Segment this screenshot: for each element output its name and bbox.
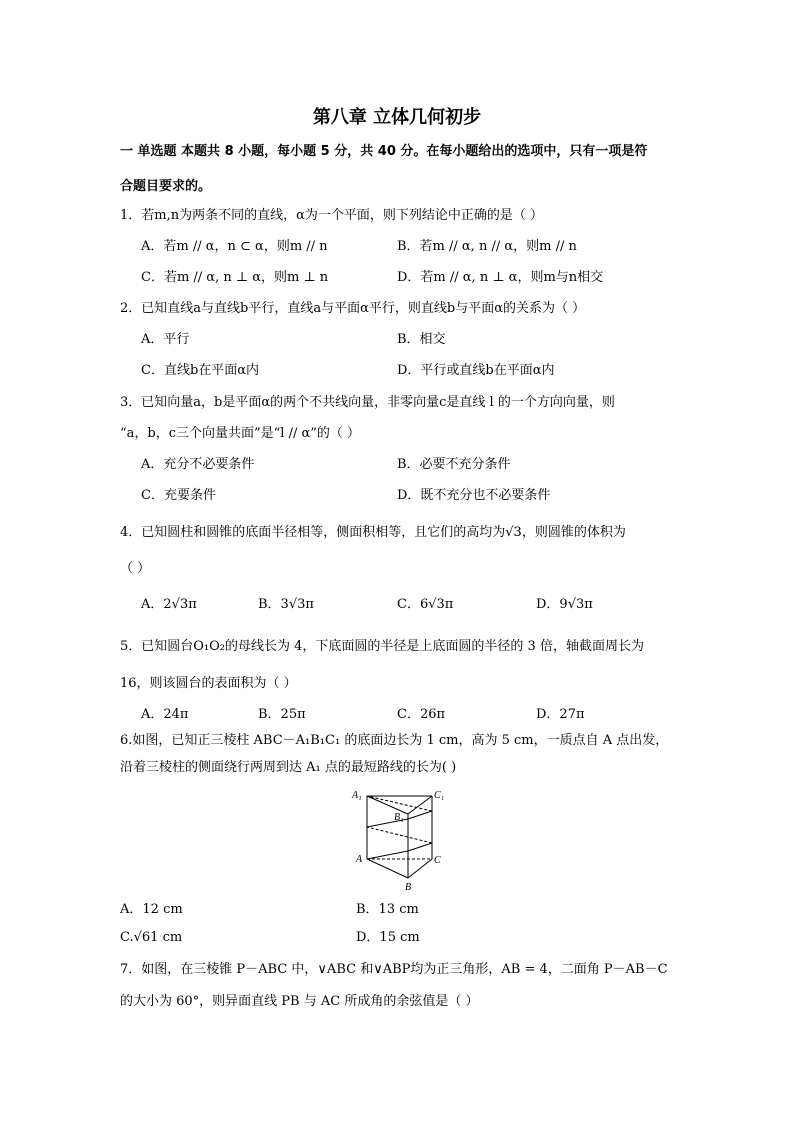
q3-stem-cont: “a，b，c三个向量共面”是“l // α”的（ ） [120,426,361,441]
q7-stem-cont: 的大小为 60°，则异面直线 PB 与 AC 所成角的余弦值是（ ） [120,994,479,1009]
q2-stem: 2．已知直线a与直线b平行，直线a与平面α平行，则直线b与平面α的关系为（ ） [120,301,586,316]
label-a: A [356,854,363,865]
q5-option-d: D．27π [536,707,585,722]
section-heading: 一 单选题 本题共 8 小题，每小题 5 分，共 40 分。在每小题给出的选项中，只有一项是符 [120,144,648,159]
q6-option-b: B．13 cm [356,902,419,917]
label-c: C [434,855,441,866]
q4-option-c: C．6√3π [397,597,454,612]
q6-option-a: A．12 cm [120,902,183,917]
q3-stem: 3．已知向量a，b是平面α的两个不共线向量，非零向量c是直线 l 的一个方向向量，则 [120,395,615,410]
q3-option-d: D．既不充分也不必要条件 [397,488,551,503]
q5-option-a: A．24π [141,707,189,722]
q3-option-b: B．必要不充分条件 [397,457,511,472]
q5-stem-cont: 16，则该圆台的表面积为（ ） [120,676,297,691]
q3-option-a: A．充分不必要条件 [141,457,255,472]
label-b: B [405,882,412,893]
q2-option-d: D．平行或直线b在平面α内 [397,363,555,378]
page-title: 第八章 立体几何初步 [312,107,482,128]
q2-option-a: A．平行 [141,332,190,347]
q6-stem: 6.如图，已知正三棱柱 ABC－A₁B₁C₁ 的底面边长为 1 cm，高为 5 cm，一质点自 A 点出发， [120,733,669,748]
q1-stem: 1．若m,n为两条不同的直线，α为一个平面，则下列结论中正确的是（ ） [120,208,544,223]
triangular-prism-figure [350,786,450,896]
q5-option-c: C．26π [397,707,446,722]
q4-stem-cont: （ ） [120,561,151,576]
q4-stem: 4．已知圆柱和圆锥的底面半径相等，侧面积相等，且它们的高均为√3，则圆锥的体积为 [120,525,626,540]
q1-option-d: D．若m // α, n ⊥ α，则m与n相交 [397,270,604,285]
q6-option-c: C.√61 cm [120,930,183,945]
q4-option-b: B．3√3π [258,597,314,612]
q6-stem-cont: 沿着三棱柱的侧面绕行两周到达 A₁ 点的最短路线的长为( ) [120,760,457,775]
section-heading-cont: 合题目要求的。 [120,179,212,194]
q3-option-c: C．充要条件 [141,488,216,503]
q6-option-d: D．15 cm [356,930,420,945]
q5-stem: 5．已知圆台O₁O₂的母线长为 4，下底面圆的半径是上底面圆的半径的 3 倍，轴截面周长为 [120,639,644,654]
q1-option-b: B．若m // α, n // α，则m // n [397,239,577,254]
q7-stem: 7．如图，在三棱锥 P－ABC 中，∨ABC 和∨ABP均为正三角形，AB = 4，二面角 P－AB－C [120,962,668,977]
q5-option-b: B．25π [258,707,306,722]
q1-option-c: C．若m // α, n ⊥ α，则m ⊥ n [141,270,329,285]
q1-option-a: A．若m // α，n ⊂ α，则m // n [141,239,328,254]
q4-option-a: A．2√3π [141,597,197,612]
label-a1: A₁ [352,790,362,801]
label-b1: B₁ [394,812,404,823]
q2-option-c: C．直线b在平面α内 [141,363,260,378]
label-c1: C₁ [434,790,445,801]
q2-option-b: B．相交 [397,332,446,347]
q4-option-d: D．9√3π [536,597,593,612]
